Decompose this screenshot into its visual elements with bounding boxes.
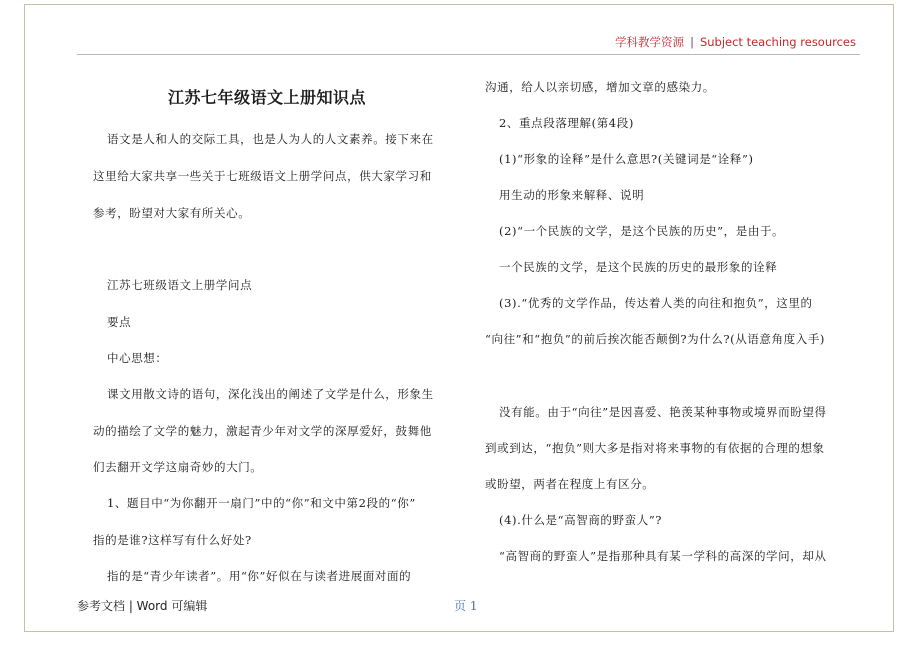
left-line: 这里给大家共享一些关于七班级语文上册学问点，供大家学习和 [93, 169, 432, 183]
left-line: 指的是“青少年读者”。用“你”好似在与读者进展面对面的 [107, 569, 412, 583]
right-line: 沟通，给人以亲切感，增加文章的感染力。 [485, 80, 715, 94]
left-line: 们去翻开文学这扇奇妙的大门。 [93, 460, 263, 474]
right-line: (1)“形象的诠释”是什么意思?(关键词是“诠释”) [499, 152, 754, 166]
right-line: 一个民族的文学，是这个民族的历史的最形象的诠释 [499, 260, 778, 274]
header-separator: | [690, 35, 694, 49]
right-line: (3).“优秀的文学作品，传达着人类的向往和抱负”，这里的 [499, 296, 813, 310]
footer-note: 参考文档 | Word 可编辑 [77, 599, 208, 613]
left-line: 中心思想： [107, 351, 168, 365]
left-line: 语文是人和人的交际工具，也是人为人的人文素养。接下来在 [107, 132, 434, 146]
left-line: 参考，盼望对大家有所关心。 [93, 206, 251, 220]
header-brand-cn: 学科教学资源 [615, 35, 685, 49]
left-line: 要点 [107, 315, 132, 329]
header-brand [615, 34, 856, 50]
right-line: “向往”和“抱负”的前后挨次能否颠倒?为什么?(从语意角度入手) [485, 332, 826, 346]
right-line: (4).什么是“高智商的野蛮人”? [499, 513, 663, 527]
left-line: 1、题目中“为你翻开一扇门”中的“你”和文中第2段的“你” [107, 496, 416, 510]
right-line: 用生动的形象来解释、说明 [499, 188, 645, 202]
document-title: 江苏七年级语文上册知识点 [167, 88, 366, 107]
right-line: 没有能。由于“向往”是因喜爱、艳羡某种事物或境界而盼望得 [499, 405, 827, 419]
right-line: “高智商的野蛮人”是指那种具有某一学科的高深的学问，却从 [499, 549, 827, 563]
right-line: 2、重点段落理解(第4段) [499, 116, 634, 130]
header-brand-en: Subject teaching resources [699, 35, 856, 49]
left-line: 动的描绘了文学的魅力，激起青少年对文学的深厚爱好，鼓舞他 [93, 424, 432, 438]
right-line: 到或到达，“抱负”则大多是指对将来事物的有依据的合理的想象 [485, 441, 825, 455]
left-line: 课文用散文诗的语句，深化浅出的阐述了文学是什么，形象生 [107, 387, 434, 401]
page-header [77, 32, 860, 55]
left-line: 江苏七班级语文上册学问点 [107, 278, 253, 292]
page-number: 页 1 [454, 599, 478, 613]
right-line: 或盼望，两者在程度上有区分。 [485, 477, 655, 491]
right-line: (2)“一个民族的文学，是这个民族的历史”，是由于。 [499, 224, 785, 238]
left-line: 指的是谁?这样写有什么好处? [93, 533, 252, 547]
